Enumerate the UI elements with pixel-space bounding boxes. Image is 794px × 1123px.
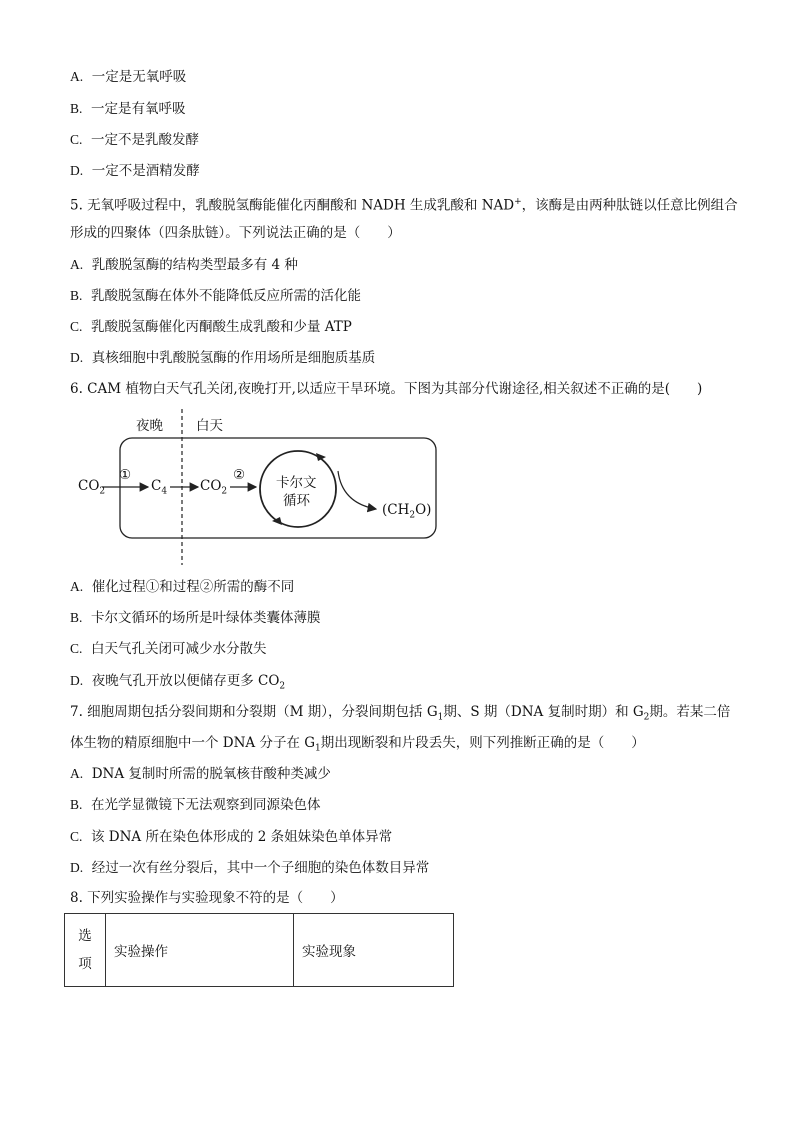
cycle-label-line2: 循环 (283, 493, 310, 509)
q7-option-a: A. DNA 复制时所需的脱氧核苷酸种类减少 (70, 766, 331, 782)
q4-option-b: B. 一定是有氧呼吸 (70, 101, 186, 117)
arrow-to-product (338, 471, 376, 509)
q8-table (64, 913, 454, 987)
header-option: 选 项 (65, 914, 106, 987)
q5-option-a: A. 乳酸脱氢酶的结构类型最多有 4 种 (70, 257, 298, 273)
q6-option-d: D. 夜晚气孔开放以便储存更多 $CO_2$ (70, 673, 286, 692)
q7-stem-line1: 7. 细胞周期包括分裂间期和分裂期（M 期），分裂间期包括 $G_1$期、S 期（DNA 复制时期）和 $G_2$期。若某二倍 (70, 704, 731, 723)
q7-option-b: B. 在光学显微镜下无法观察到同源染色体 (70, 797, 321, 813)
q6-option-a: A. 催化过程①和过程②所需的酶不同 (70, 579, 295, 595)
product-label: $(CH_2O)$ (382, 502, 432, 521)
co2-left-label: $CO_2$ (78, 478, 106, 497)
step1-label: ① (119, 467, 132, 483)
q5-stem-line1: 5. 无氧呼吸过程中，乳酸脱氢酶能催化丙酮酸和 NADH 生成乳酸和 NAD+，该酶是由两种肽链以任意比例组合 (70, 197, 738, 214)
q6-option-b: B. 卡尔文循环的场所是叶绿体类囊体薄膜 (70, 610, 321, 626)
table-header-row (65, 914, 454, 987)
cam-pathway-diagram (70, 405, 450, 570)
header-operation: 实验操作 (106, 914, 294, 987)
step2-label: ② (233, 467, 246, 483)
q5-option-c: C. 乳酸脱氢酶催化丙酮酸生成乳酸和少量 ATP (70, 319, 352, 335)
diagram-lines (70, 405, 450, 570)
q4-option-d: D. 一定不是酒精发酵 (70, 163, 200, 179)
q5-option-d: D. 真核细胞中乳酸脱氢酶的作用场所是细胞质基质 (70, 350, 376, 366)
q5-stem-line2: 形成的四聚体（四条肽链）。下列说法正确的是（ ） (70, 225, 401, 241)
day-label: 白天 (196, 418, 223, 434)
cycle-label-line1: 卡尔文 (276, 475, 317, 491)
q6-option-c: C. 白天气孔关闭可减少水分散失 (70, 641, 267, 657)
q5-option-b: B. 乳酸脱氢酶在体外不能降低反应所需的活化能 (70, 288, 361, 304)
co2-mid-label: $CO_2$ (200, 478, 228, 497)
c4-label: $C_4$ (151, 478, 168, 497)
q8-stem: 8. 下列实验操作与实验现象不符的是（ ） (70, 890, 344, 906)
header-phenomenon: 实验现象 (294, 914, 454, 987)
q7-stem-line2: 体生物的精原细胞中一个 DNA 分子在 $G_1$期出现断裂和片段丢失，则下列推断正确的是（ ） (70, 735, 645, 754)
q4-option-a: A. 一定是无氧呼吸 (70, 69, 187, 85)
q7-option-c: C. 该 DNA 所在染色体形成的 2 条姐妹染色单体异常 (70, 829, 393, 845)
q7-option-d: D. 经过一次有丝分裂后，其中一个子细胞的染色体数目异常 (70, 860, 430, 876)
q6-stem: 6. CAM 植物白天气孔关闭,夜晚打开,以适应干旱环境。下图为其部分代谢途径,相关叙述不正确的是( ) (70, 381, 703, 397)
q4-option-c: C. 一定不是乳酸发酵 (70, 132, 199, 148)
night-label: 夜晚 (136, 418, 163, 434)
